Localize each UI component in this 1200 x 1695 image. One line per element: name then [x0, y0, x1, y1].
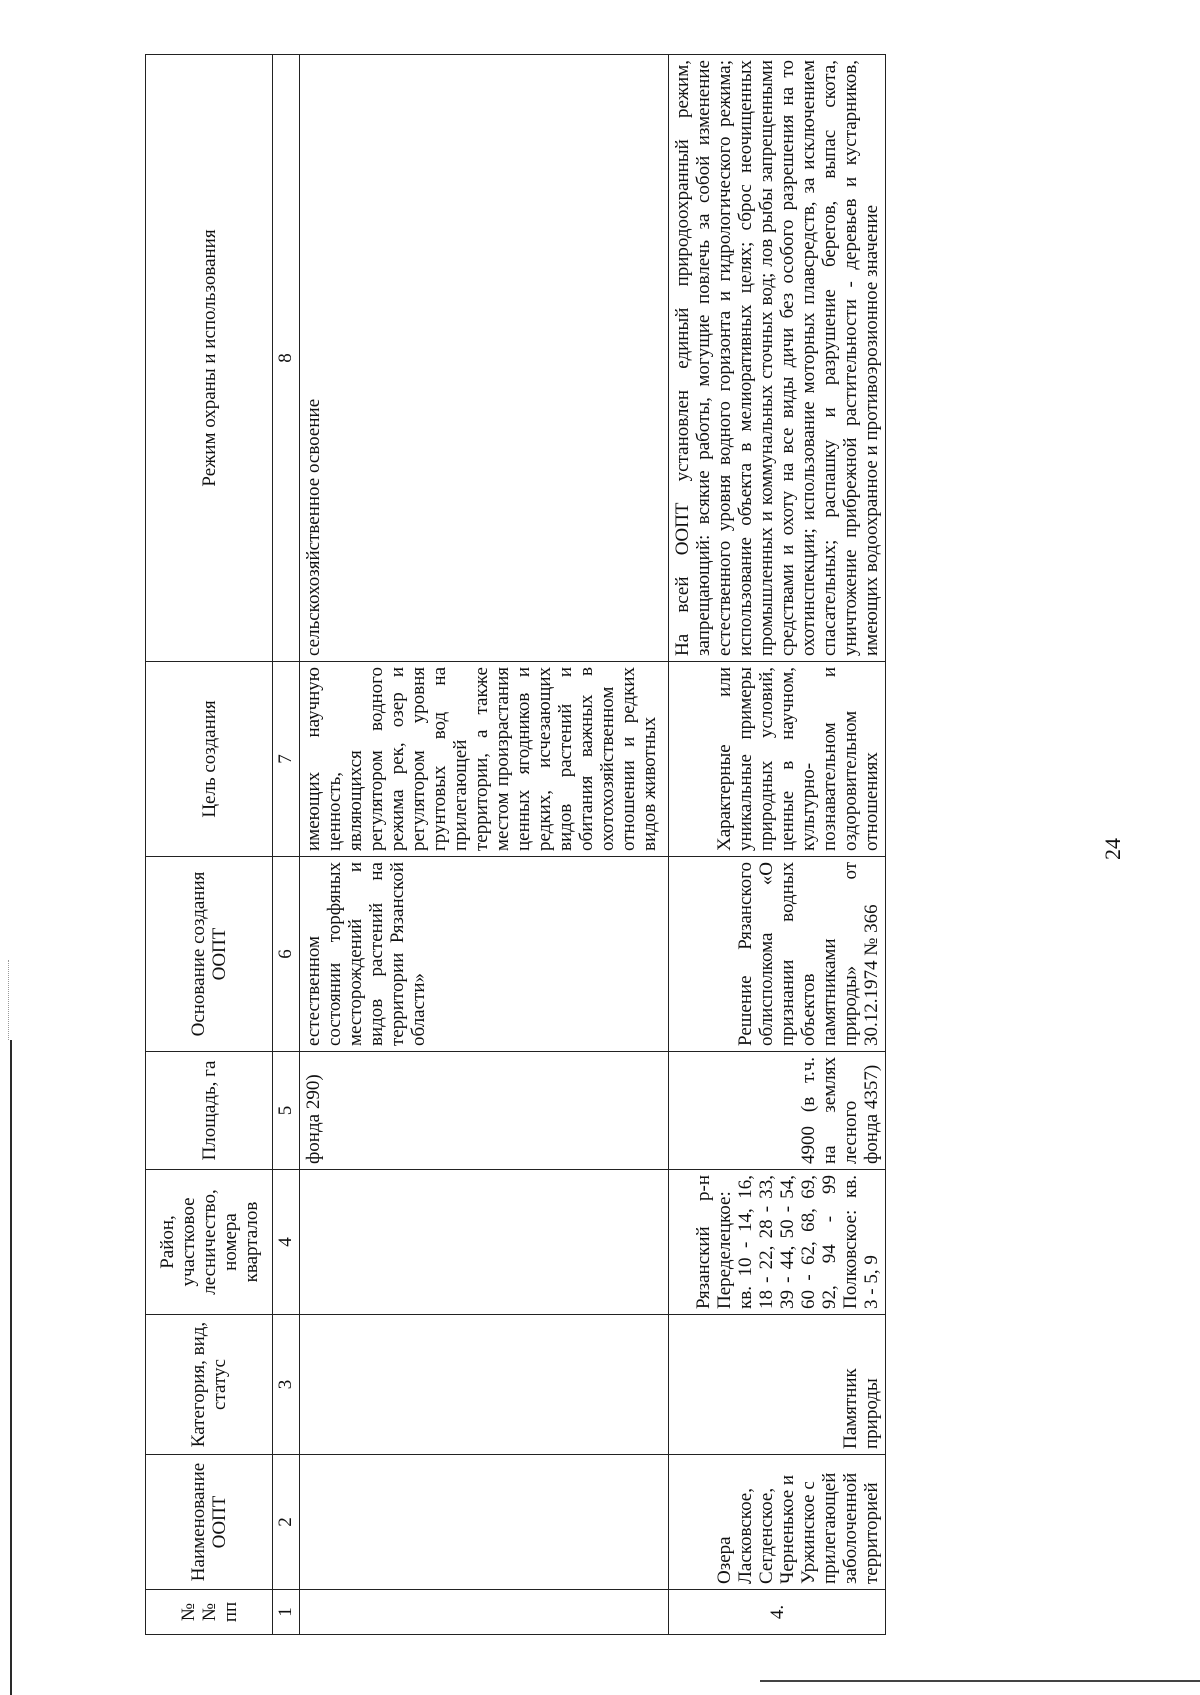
cell-empty	[300, 1590, 669, 1635]
header-category: Категория, вид, статус	[146, 1315, 273, 1455]
col-number-2: 2	[273, 1455, 300, 1590]
cell-purpose: Характерные или уникальные примеры природных условий, ценные в научном, культурно-познавательном и оздоровительном отношениях	[669, 662, 886, 857]
cell-area: 4900 (в т.ч. на землях лесного фонда 4357)	[669, 1052, 886, 1170]
scan-edge-horizontal	[760, 1680, 1200, 1682]
page-number: 24	[1100, 838, 1125, 860]
oopt-table	[145, 54, 886, 1635]
col-number-6: 6	[273, 857, 300, 1052]
header-purpose: Цель создания	[146, 662, 273, 857]
col-number-3: 3	[273, 1315, 300, 1455]
header-number: №№ пп	[146, 1590, 273, 1635]
col-number-4: 4	[273, 1170, 300, 1315]
cell-area-continued: фонда 290)	[300, 1052, 669, 1170]
table-row-continued	[300, 55, 669, 1635]
cell-oopt-name: Озера Ласковское, Сегденское, Черненькое и Уржинское с прилегающей заболоченной территорией	[669, 1455, 886, 1590]
rotated-page-content	[145, 50, 1200, 1635]
cell-empty	[300, 1315, 669, 1455]
table-row	[669, 55, 886, 1635]
col-number-5: 5	[273, 1052, 300, 1170]
header-district: Район, участковое лесничество, номера кварталов	[146, 1170, 273, 1315]
col-number-8: 8	[273, 55, 300, 662]
col-number-1: 1	[273, 1590, 300, 1635]
cell-regime: На всей ООПТ установлен единый природоохранный режим, запрещающий: всякие работы, могущие повлечь за собой изменение естественного уровня водного горизонта и гидрологического режима; использование объекта в мелиоративных целях; сброс неочищенных промышленных и коммунальных сточных вод; лов рыбы запрещенными средствами и охоту на все виды дичи без особого разрешения на то охотинспекции; использование моторных плавсредств, за исключением спасательных; распашку и разрушение берегов, выпас скота, уничтожение прибрежной растительности - деревьев и кустарников, имеющих водоохранное и противоэрозионное значение	[669, 55, 886, 662]
header-row	[146, 55, 273, 1635]
cell-district: Рязанский р-н Переделецкое: кв. 10 - 14, 16, 18 - 22, 28 - 33, 39 - 44, 50 - 54, 60 - 62, 68, 69, 92, 94 - 99 Полковское: кв. 3 - 5, 9	[669, 1170, 886, 1315]
header-area: Площадь, га	[146, 1052, 273, 1170]
column-number-row	[273, 55, 300, 1635]
col-number-7: 7	[273, 662, 300, 857]
cell-regime-continued: сельскохозяйственное освоение	[300, 55, 669, 662]
cell-purpose-continued: имеющих научную ценность, являющихся регулятором водного режима рек, озер и регулятором уровня грунтовых вод на прилегающей территории, а также местом произрастания ценных ягодников и редких, исчезающих видов растений и обитания важных в охотохозяйственном отношении и редких видов животных	[300, 662, 669, 857]
cell-empty	[300, 1455, 669, 1590]
header-basis: Основание создания ООПТ	[146, 857, 273, 1052]
cell-category: Памятник природы	[669, 1315, 886, 1455]
cell-row-number: 4.	[669, 1590, 886, 1635]
header-regime: Режим охраны и использования	[146, 55, 273, 662]
cell-basis: Решение Рязанского облисполкома «О признании водных объектов памятниками природы» от 30.12.1974 № 366	[669, 857, 886, 1052]
header-name: Наименование ООПТ	[146, 1455, 273, 1590]
scan-edge-vertical	[10, 1040, 12, 1695]
cell-basis-continued: естественном состоянии торфяных месторождений и видов растений на территории Рязанской области»	[300, 857, 669, 1052]
scan-artifact-dots	[8, 960, 10, 1040]
cell-empty	[300, 1170, 669, 1315]
